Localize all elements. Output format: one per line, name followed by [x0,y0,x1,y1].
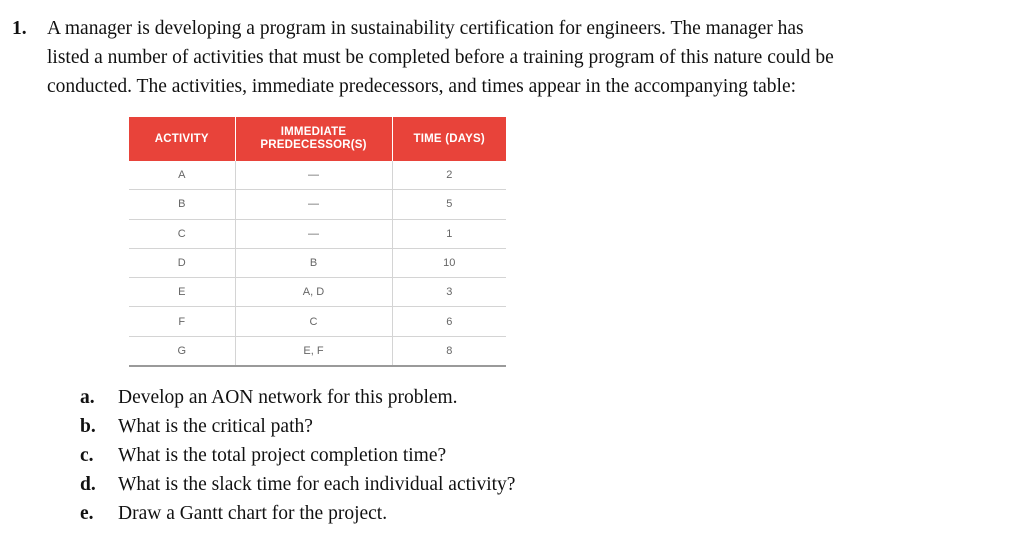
table-header-row [129,117,506,161]
time-cell: 8 [392,336,506,366]
question-line-3: conducted. The activities, immediate predecessors, and times appear in the accompanying table: [47,76,797,97]
predecessor-cell: — [235,219,392,248]
sub-question-c [80,441,515,470]
sub-question-text: What is the slack time for each individual activity? [118,474,516,495]
table-row [129,190,506,219]
sub-question-b [80,412,515,441]
question-line-2: listed a number of activities that must be completed before a training program of this nature could be [47,47,834,68]
predecessor-cell: — [235,161,392,190]
time-cell: 5 [392,190,506,219]
activity-cell: A [129,161,235,190]
activity-cell: B [129,190,235,219]
table-row [129,307,506,336]
predecessor-cell: C [235,307,392,336]
table-row [129,248,506,277]
time-cell: 1 [392,219,506,248]
sub-questions [80,383,515,528]
sub-question-text: Draw a Gantt chart for the project. [118,503,388,524]
question-number: 1. [12,18,27,39]
time-cell: 2 [392,161,506,190]
question-line-1: A manager is developing a program in sustainability certification for engineers. The manager has [47,18,804,39]
sub-question-text: Develop an AON network for this problem. [118,387,458,408]
activity-cell: E [129,278,235,307]
sub-question-label: c. [80,445,94,466]
table-row [129,336,506,366]
header-predecessors-text: IMMEDIATE PREDECESSOR(S) [260,126,367,151]
time-cell: 6 [392,307,506,336]
predecessor-cell: B [235,248,392,277]
sub-question-label: e. [80,503,94,524]
table-row [129,161,506,190]
sub-question-label: d. [80,474,96,495]
sub-question-text: What is the critical path? [118,416,313,437]
sub-question-label: b. [80,416,96,437]
sub-question-a [80,383,515,412]
question-1 [12,14,1012,101]
predecessor-cell: E, F [235,336,392,366]
header-immediate-predecessors [235,117,392,161]
sub-question-e [80,499,515,528]
predecessor-cell: — [235,190,392,219]
sub-question-d [80,470,515,499]
table-row [129,219,506,248]
predecessor-cell: A, D [235,278,392,307]
sub-question-text: What is the total project completion time? [118,445,447,466]
activity-cell: D [129,248,235,277]
time-cell: 3 [392,278,506,307]
activity-cell: G [129,336,235,366]
activity-table [129,117,506,367]
header-time-days: TIME (DAYS) [392,117,506,161]
question-text [47,14,1012,101]
activity-cell: F [129,307,235,336]
activity-cell: C [129,219,235,248]
time-cell: 10 [392,248,506,277]
sub-question-label: a. [80,387,95,408]
header-activity: ACTIVITY [129,117,235,161]
table-row [129,278,506,307]
